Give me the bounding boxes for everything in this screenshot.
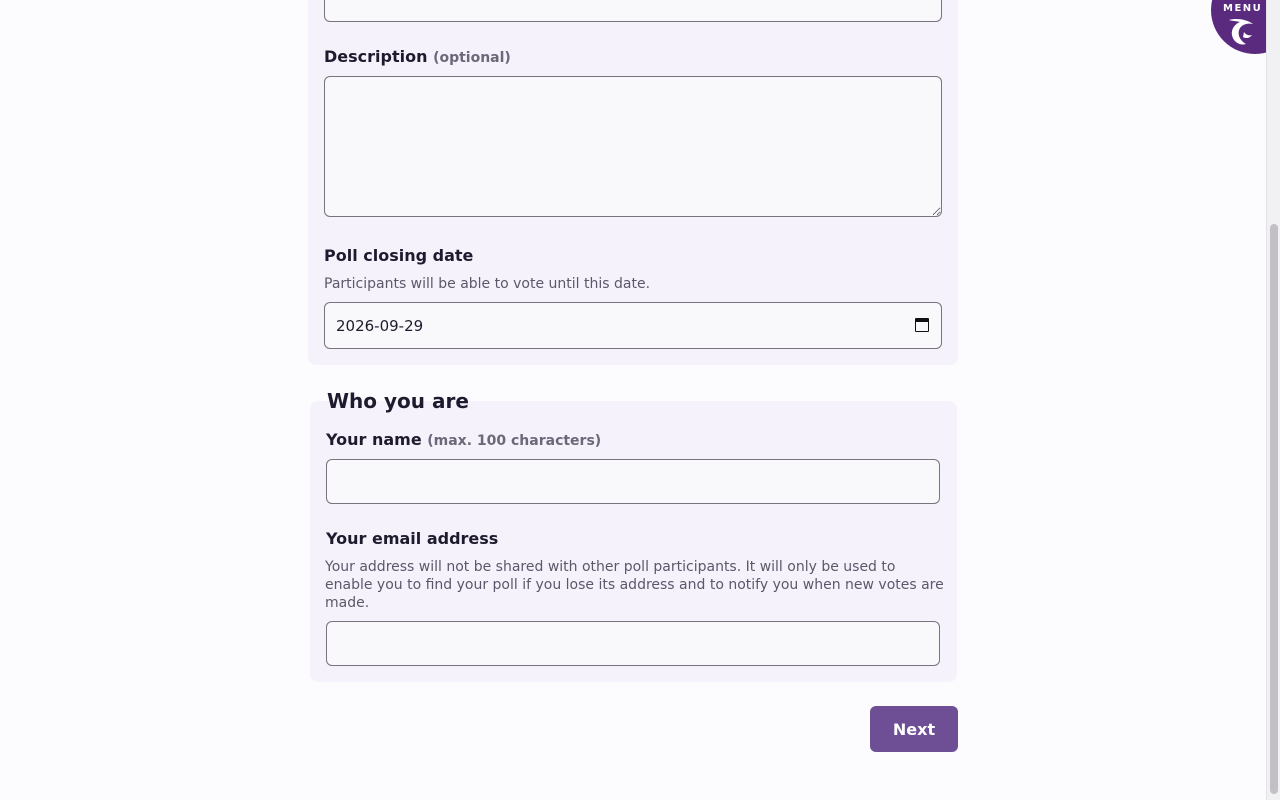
calendar-icon[interactable] (915, 318, 929, 332)
description-label-text: Description (324, 47, 428, 66)
name-label-text: Your name (326, 430, 422, 449)
name-input[interactable] (326, 459, 940, 504)
description-label (324, 47, 511, 66)
email-input[interactable] (326, 621, 940, 666)
next-button[interactable]: Next (870, 706, 958, 752)
dolphin-logo-icon (1226, 16, 1256, 48)
closing-date-input[interactable] (324, 302, 942, 349)
menu-label[interactable]: MENU (1223, 3, 1263, 14)
page-scrollbar[interactable] (1266, 0, 1280, 800)
email-hint: Your address will not be shared with other poll participants. It will only be used to enable you to find your poll if you lose its address and to notify you when new votes are made. (325, 559, 944, 611)
closing-date-label: Poll closing date (324, 246, 474, 265)
description-optional-text: (optional) (433, 50, 511, 66)
closing-date-hint: Participants will be able to vote until this date. (324, 276, 651, 292)
poll-title-input[interactable] (324, 0, 942, 22)
name-label (326, 430, 601, 449)
description-textarea[interactable] (324, 76, 942, 217)
name-hint-text: (max. 100 characters) (427, 433, 602, 449)
email-label: Your email address (326, 529, 499, 548)
closing-date-value: 2026-09-29 (336, 317, 424, 335)
who-you-are-title: Who you are (327, 389, 469, 413)
scrollbar-thumb[interactable] (1270, 224, 1278, 794)
